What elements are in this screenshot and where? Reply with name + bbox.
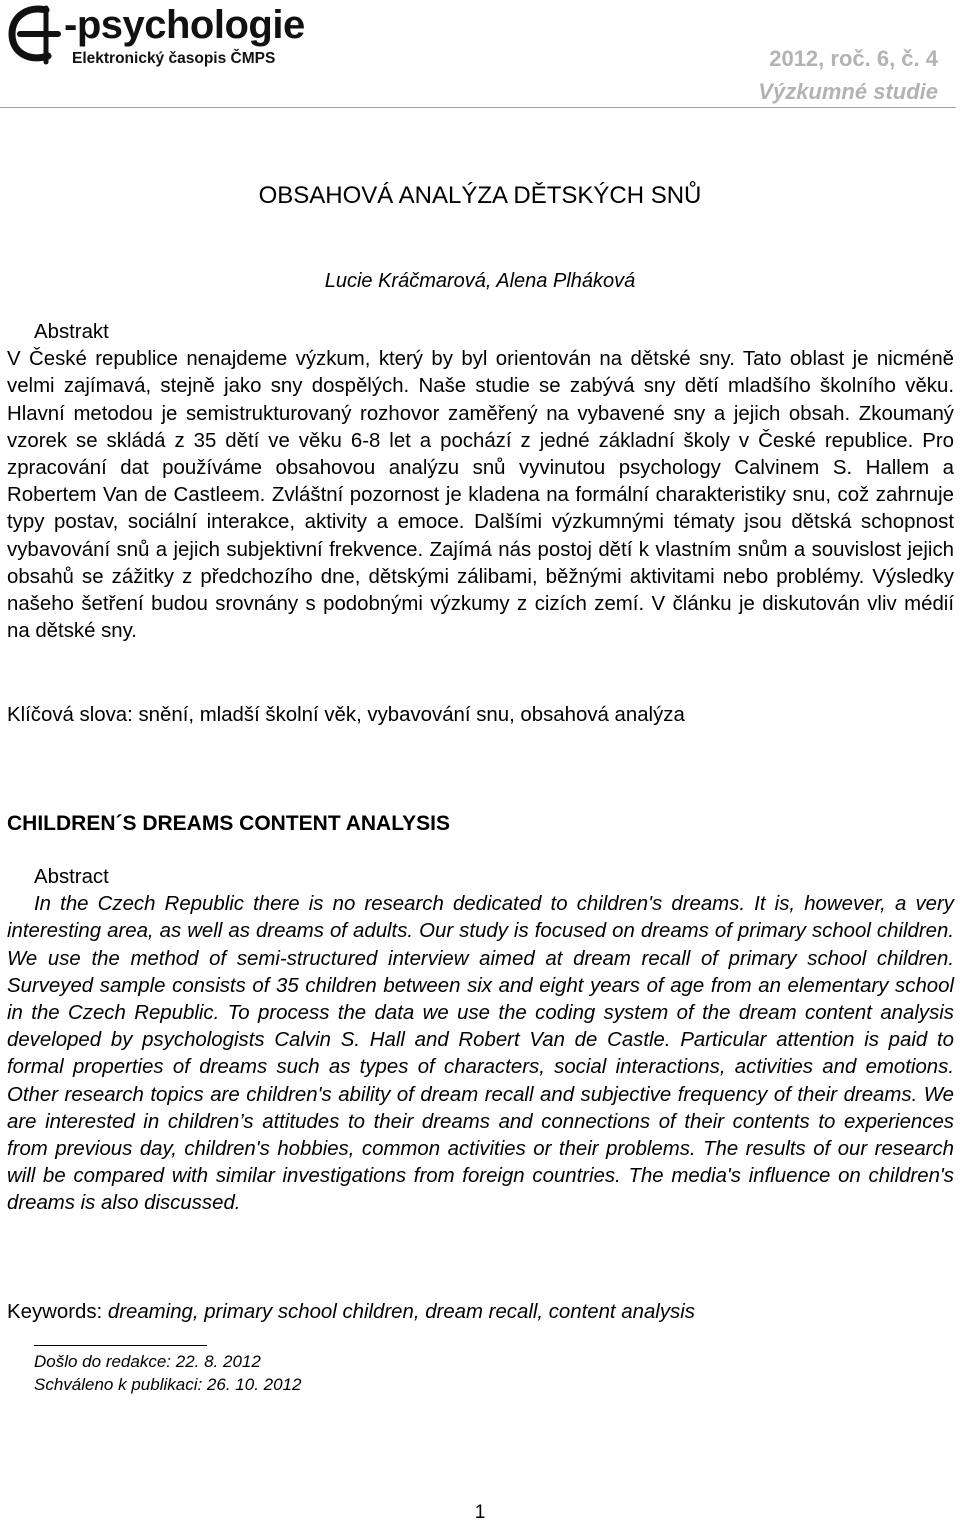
article-title: OBSAHOVÁ ANALÝZA DĚTSKÝCH SNŮ: [258, 182, 702, 209]
publication-dates: [34, 1350, 301, 1396]
issue-info: [758, 42, 938, 108]
e-psychologie-logo-icon: [6, 4, 66, 66]
section-name: Výzkumné studie: [758, 79, 938, 104]
keywords-cz-label: Klíčová slova:: [7, 704, 133, 726]
abstract-cz-text: V České republice nenajdeme výzkum, který by byl orientován na dětské sny. Tato oblast je nicméně velmi zajímavá, stejně jako sny dospělých. Naše studie se zabývá sny dětí mladšího školního věku. Hlavní metodou je semistrukturovaný rozhovor zaměřený na vybavené sny a jejich obsah. Zkoumaný vzorek se skládá z 35 dětí ve věku 6-8 let a pochází z jedné základní školy v České republice. Pro zpracování dat používáme obsahovou analýzu snů vyvinutou psychology Calvinem S. Hallem a Robertem Van de Castleem. Zvláštní pozornost je kladena na formální charakteristiky snu, což zahrnuje typy postav, sociální interakce, aktivity a emoce. Dalšími výzkumnými tématy jsou dětská schopnost vybavování snů a jejich subjektivní frekvence. Zajímá nás postoj dětí k vlastním snům a souvislost jejich obsahů se zážitky z předchozího dne, dětskými zálibami, běžnými aktivitami nebo problémy. Výsledky našeho šetření budou srovnány s podobnými výzkumy z cizích zemí. V článku je diskutován vliv médií na dětské sny.: [7, 348, 954, 643]
header-divider: [0, 107, 956, 108]
keywords-en: [7, 1299, 695, 1326]
article-title-en: CHILDREN´S DREAMS CONTENT ANALYSIS: [7, 812, 450, 835]
keywords-cz: [7, 702, 685, 729]
keywords-en-label: Keywords:: [7, 1301, 103, 1323]
footnote-divider: [34, 1345, 207, 1346]
abstract-en-label: Abstract: [34, 866, 109, 888]
journal-logo: [6, 4, 356, 70]
logo-wordmark: -psychologie: [64, 3, 305, 47]
abstract-en: [7, 864, 954, 1218]
keywords-cz-text: snění, mladší školní věk, vybavování snu, obsahová analýza: [138, 704, 685, 726]
keywords-en-text: dreaming, primary school children, dream recall, content analysis: [107, 1301, 695, 1323]
approved-date: Schváleno k publikaci: 26. 10. 2012: [34, 1375, 302, 1394]
abstract-en-text: In the Czech Republic there is no research dedicated to children's dreams. It is, however, a very interesting area, as well as dreams of adults. Our study is focused on dreams of primary school children. We use the method of semi-structured interview aimed at dream recall of primary school children. Surveyed sample consists of 35 children between six and eight years of age from an elementary school in the Czech Republic. To process the data we use the coding system of the dream content analysis developed by psychologists Calvin S. Hall and Robert Van de Castle. Particular attention is paid to formal properties of dreams such as types of characters, social interactions, activities and emotions. Other research topics are children's ability of dream recall and subjective frequency of their dreams. We are interested in children’s attitudes to their dreams and connections of their contents to experiences from previous day, children's hobbies, common activities or their problems. The results of our research will be compared with similar investigations from foreign countries. The media's influence on children's dreams is also discussed.: [7, 893, 954, 1215]
received-date: Došlo do redakce: 22. 8. 2012: [34, 1352, 261, 1371]
page-number: 1: [474, 1502, 486, 1523]
abstract-cz-label: Abstrakt: [34, 321, 109, 343]
logo-subtitle: Elektronický časopis ČMPS: [72, 50, 276, 67]
issue-number: 2012, roč. 6, č. 4: [769, 46, 938, 71]
abstract-cz: [7, 319, 954, 645]
article-authors: Lucie Kráčmarová, Alena Plháková: [324, 270, 636, 292]
